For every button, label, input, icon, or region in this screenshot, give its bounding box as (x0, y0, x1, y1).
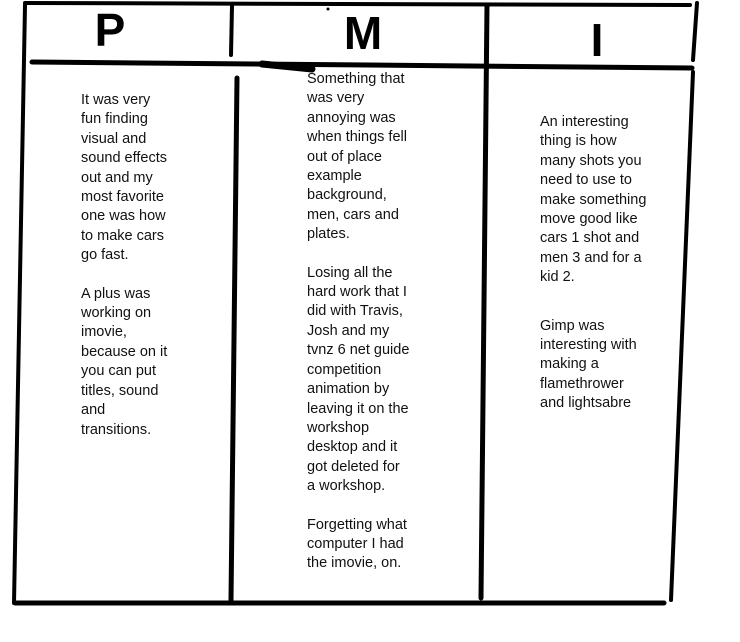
minus-note: Something that was very annoying was when things fell out of place example background, men, cars and plates. (307, 71, 407, 243)
column-divider-p-m-upper (231, 6, 232, 55)
interesting-note: An interesting thing is how many shots you need to use to make something move good like cars 1 shot and men 3 and for a kid 2. (540, 114, 647, 286)
interesting-column-text (540, 113, 675, 414)
column-header-minus: M (343, 7, 383, 59)
column-header-interesting: I (590, 14, 604, 66)
ink-smudge (262, 64, 312, 69)
column-header-plus: P (94, 4, 126, 56)
interesting-note: Gimp was interesting with making a flamethrower and lightsabre (540, 317, 637, 412)
plus-column-text (81, 91, 199, 440)
table-right-border-upper (693, 3, 697, 60)
table-left-border (14, 5, 25, 603)
plus-note: A plus was working on imovie, because on it you can put titles, sound and transitions. (81, 285, 168, 438)
minus-note: Forgetting what computer I had the imovie, on. (307, 516, 407, 572)
column-divider-m-i (481, 5, 487, 598)
minus-column-text (307, 70, 437, 574)
minus-note: Losing all the hard work that I did with Travis, Josh and my tvnz 6 net guide competition animation by leaving it on the workshop desktop and it got deleted for a workshop. (307, 264, 410, 495)
plus-note: It was very fun finding visual and sound effects out and my most favorite one was how to make cars go fast. (81, 92, 167, 264)
column-divider-p-m-lower (231, 78, 237, 600)
